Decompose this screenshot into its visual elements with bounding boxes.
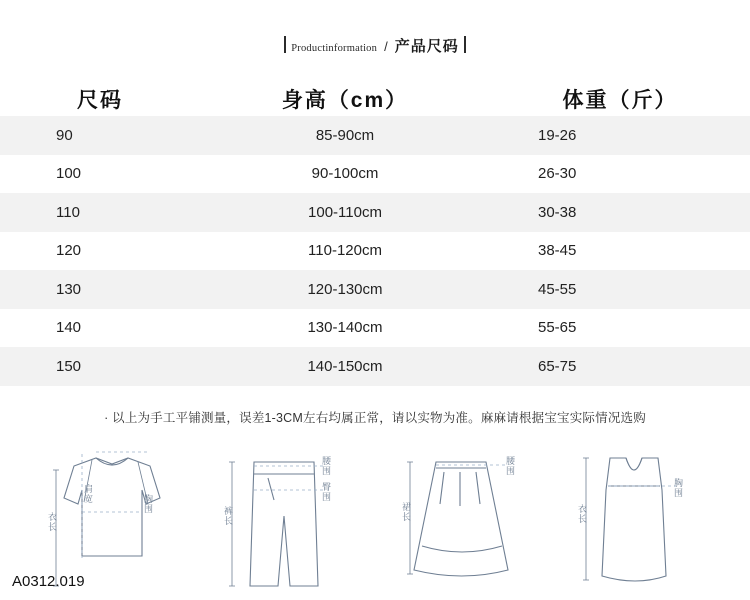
cell-height: 110-120cm: [308, 242, 382, 260]
cell-height: 85-90cm: [315, 126, 375, 144]
cell-size: 140: [56, 319, 82, 337]
measurement-diagrams: [0, 446, 750, 596]
label-bust: 胸围: [673, 477, 683, 498]
table-row: [0, 232, 750, 271]
cell-height: 130-140cm: [307, 319, 383, 337]
dress-diagram: [556, 446, 716, 596]
cell-size: 110: [56, 203, 80, 221]
label-waist: 腰围: [321, 455, 331, 476]
table-header-row: [0, 72, 750, 116]
label-waist: 腰围: [505, 455, 515, 476]
product-code: A0312.019: [12, 573, 85, 590]
pants-diagram: [208, 446, 368, 596]
table-row: [0, 155, 750, 194]
measurement-note: · 以上为手工平铺测量，误差1-3CM左右均属正常，请以实物为准。麻麻请根据宝宝实际情况选购: [104, 410, 646, 425]
skirt-diagram: [382, 446, 542, 596]
label-skirt-length: 裙长: [401, 501, 411, 522]
cell-height: 90-100cm: [311, 165, 379, 183]
title-chinese: 产品尺码: [394, 38, 459, 55]
label-hip: 臀围: [321, 481, 331, 502]
cell-size: 100: [56, 165, 82, 183]
label-bust: 胸围: [143, 493, 153, 514]
cell-height: 140-150cm: [307, 357, 383, 375]
table-row: [0, 193, 750, 232]
label-shoulder-width: 肩宽: [83, 483, 93, 504]
title-left-bar-icon: [284, 36, 286, 53]
cell-weight: 65-75: [538, 357, 577, 375]
cell-weight: 55-65: [538, 319, 577, 337]
size-table: [0, 72, 750, 386]
column-header-weight: 体重（斤）: [562, 89, 678, 112]
cell-weight: 30-38: [538, 203, 577, 221]
cell-height: 100-110cm: [308, 203, 382, 221]
label-top-length: 衣长: [47, 511, 57, 532]
cell-size: 130: [56, 280, 82, 298]
column-header-height: 身高（cm）: [281, 89, 409, 112]
cell-size: 120: [56, 242, 82, 260]
column-header-size: 尺码: [77, 89, 123, 112]
table-row: [0, 309, 750, 348]
cell-height: 120-130cm: [307, 280, 383, 298]
cell-size: 90: [56, 126, 73, 144]
label-pants-length: 裤长: [223, 505, 233, 526]
page-title: [0, 0, 750, 56]
cell-weight: 38-45: [538, 242, 577, 260]
cell-weight: 19-26: [538, 126, 577, 144]
cell-weight: 26-30: [538, 165, 577, 183]
table-row: [0, 270, 750, 309]
label-dress-length: 衣长: [577, 503, 587, 524]
title-right-bar-icon: [464, 36, 466, 53]
title-english: Productinformation: [291, 43, 378, 54]
table-row: [0, 116, 750, 155]
cell-weight: 45-55: [538, 280, 577, 298]
title-separator: /: [384, 39, 388, 54]
cell-size: 150: [56, 357, 82, 375]
table-row: [0, 347, 750, 386]
